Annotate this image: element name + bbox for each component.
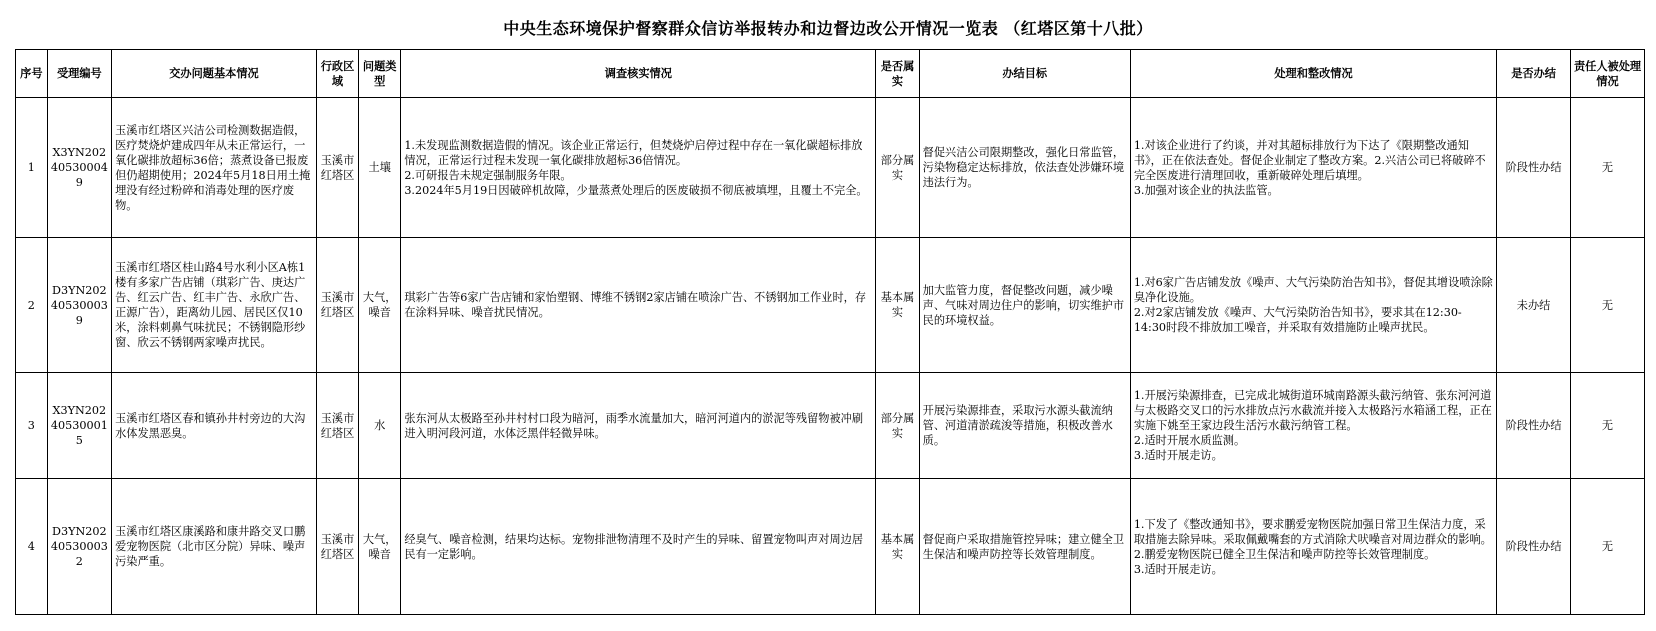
cell-investigation — [401, 238, 876, 373]
header-issue: 交办问题基本情况 — [112, 50, 317, 98]
cell-goal: 加大监管力度，督促整改问题，减少噪声、气味对周边住户的影响，切实维护市民的环境权益。 — [919, 238, 1130, 373]
cell-closed: 阶段性办结 — [1497, 373, 1571, 479]
cell-case-no: X3YN202405300049 — [47, 98, 111, 238]
investigation-line: 经臭气、噪音检测，结果均达标。宠物排泄物清理不及时产生的异味、留置宠物叫声对周边居民有一定影响。 — [404, 532, 864, 561]
handling-line: 2.鹏爱宠物医院已健全卫生保洁和噪声防控等长效管理制度。 — [1133, 547, 1436, 561]
cell-accountability: 无 — [1571, 98, 1645, 238]
cell-goal: 督促兴洁公司限期整改，强化日常监管，污染物稳定达标排放，依法查处涉嫌环境违法行为。 — [919, 98, 1130, 238]
cell-type: 水 — [359, 373, 401, 479]
cell-type: 大气，噪音 — [359, 479, 401, 615]
header-investigation: 调查核实情况 — [401, 50, 876, 98]
cell-type: 大气，噪音 — [359, 238, 401, 373]
cell-handling — [1130, 373, 1496, 479]
table-row — [16, 98, 1645, 238]
header-goal: 办结目标 — [919, 50, 1130, 98]
handling-line: 1.开展污染源排查，已完成北城街道环城南路源头截污纳管、张东河河道与太极路交叉口的污水排放点污水截流并接入太极路污水箱涵工程，正在实施下姚至王家边段生活污水截污纳管工程。 — [1133, 389, 1492, 432]
cell-investigation — [401, 98, 876, 238]
investigation-line: 张东河从太极路至孙井村村口段为暗河，雨季水流量加大，暗河河道内的淤泥等残留物被冲刷进入明河段河道，水体泛黑伴轻微异味。 — [404, 411, 864, 440]
cell-issue: 玉溪市红塔区桂山路4号水利小区A栋1楼有多家广告店铺（琪彩广告、庚达广告、红云广告、红丰广告、永欣广告、正源广告），距离幼儿园、居民区仅10米，涂料刺鼻气味扰民；不锈钢隐形纱窗、欣云不锈钢两家噪声扰民。 — [112, 238, 317, 373]
page-title: 中央生态环境保护督察群众信访举报转办和边督边改公开情况一览表 （红塔区第十八批） — [503, 19, 1153, 38]
handling-line: 3.适时开展走访。 — [1133, 449, 1223, 462]
cell-verified: 基本属实 — [876, 238, 919, 373]
header-row — [16, 50, 1645, 98]
table-row — [16, 479, 1645, 615]
investigation-line: 琪彩广告等6家广告店铺和家怡塑钢、博维不锈钢2家店铺在喷涂广告、不锈钢加工作业时，存在涂料异味、噪音扰民情况。 — [404, 291, 867, 319]
cell-case-no: D3YN202405300039 — [47, 238, 111, 373]
handling-line: 1.对该企业进行了约谈，并对其超标排放行为下达了《限期整改通知书》，正在依法查处。督促企业制定了整改方案。2.兴洁公司已将破碎不完全医废进行清理回收，重新破碎处理后填埋。 — [1133, 138, 1486, 182]
cell-seq: 2 — [16, 238, 48, 373]
handling-line: 3.适时开展走访。 — [1133, 562, 1223, 576]
cell-handling — [1130, 238, 1496, 373]
cell-district: 玉溪市红塔区 — [316, 238, 358, 373]
cell-seq: 3 — [16, 373, 48, 479]
cell-case-no: D3YN202405300032 — [47, 479, 111, 615]
header-case-no: 受理编号 — [47, 50, 111, 98]
header-closed: 是否办结 — [1497, 50, 1571, 98]
cell-issue: 玉溪市红塔区兴洁公司检测数据造假，医疗焚烧炉建成四年从未正常运行，一氧化碳排放超标36倍；蒸煮设备已报废但仍超期使用；2024年5月18日用土掩埋没有经过粉碎和消毒处理的医疗废物。 — [112, 98, 317, 238]
handling-line: 1.下发了《整改通知书》，要求鹏爱宠物医院加强日常卫生保洁力度，采取措施去除异味。采取佩戴嘴套的方式消除犬吠噪音对周边群众的影响。 — [1133, 517, 1492, 546]
cell-closed: 未办结 — [1497, 238, 1571, 373]
cell-issue: 玉溪市红塔区康溪路和康井路交叉口鹏爱宠物医院（北市区分院）异味、噪声污染严重。 — [112, 479, 317, 615]
investigation-line: 3.2024年5月19日因破碎机故障，少量蒸煮处理后的医废破损不彻底被填埋，且覆土不完全。 — [404, 183, 868, 197]
handling-line: 1.对6家广告店铺发放《噪声、大气污染防治告知书》，督促其增设喷涂除臭净化设施。 — [1133, 276, 1493, 304]
header-district: 行政区域 — [316, 50, 358, 98]
cell-case-no: X3YN202405300015 — [47, 373, 111, 479]
cell-seq: 1 — [16, 98, 48, 238]
handling-line: 2.对2家店铺发放《噪声、大气污染防治告知书》，要求其在12:30-14:30时段不排放加工噪音，并采取有效措施防止噪声扰民。 — [1133, 306, 1462, 334]
cell-investigation — [401, 479, 876, 615]
cell-seq: 4 — [16, 479, 48, 615]
cell-handling — [1130, 479, 1496, 615]
handling-line: 2.适时开展水质监测。 — [1133, 434, 1246, 447]
handling-line: 3.加强对该企业的执法监管。 — [1133, 183, 1279, 197]
investigation-line: 1.未发现监测数据造假的情况。该企业正常运行，但焚烧炉启停过程中存在一氧化碳超标排放情况，正常运行过程未发现一氧化碳排放超标36倍情况。 — [404, 138, 863, 167]
cell-district: 玉溪市红塔区 — [316, 373, 358, 479]
cell-district: 玉溪市红塔区 — [316, 479, 358, 615]
header-seq: 序号 — [16, 50, 48, 98]
cell-verified: 基本属实 — [876, 479, 919, 615]
table-row — [16, 373, 1645, 479]
cell-verified: 部分属实 — [876, 98, 919, 238]
cell-investigation — [401, 373, 876, 479]
cell-verified: 部分属实 — [876, 373, 919, 479]
header-accountability: 责任人被处理情况 — [1571, 50, 1645, 98]
header-handling: 处理和整改情况 — [1130, 50, 1496, 98]
cell-accountability: 无 — [1571, 373, 1645, 479]
cell-accountability: 无 — [1571, 238, 1645, 373]
cell-closed: 阶段性办结 — [1497, 98, 1571, 238]
cases-table — [15, 49, 1645, 615]
cell-handling — [1130, 98, 1496, 238]
cell-issue: 玉溪市红塔区春和镇孙井村旁边的大沟水体发黑恶臭。 — [112, 373, 317, 479]
header-verified: 是否属实 — [876, 50, 919, 98]
cell-district: 玉溪市红塔区 — [316, 98, 358, 238]
cell-goal: 开展污染源排查，采取污水源头截流纳管、河道清淤疏浚等措施，积极改善水质。 — [919, 373, 1130, 479]
cell-goal: 督促商户采取措施管控异味；建立健全卫生保洁和噪声防控等长效管理制度。 — [919, 479, 1130, 615]
cell-closed: 阶段性办结 — [1497, 479, 1571, 615]
header-type: 问题类型 — [359, 50, 401, 98]
cell-accountability: 无 — [1571, 479, 1645, 615]
cell-type: 土壤 — [359, 98, 401, 238]
investigation-line: 2.可研报告未规定强制服务年限。 — [404, 168, 572, 182]
table-row — [16, 238, 1645, 373]
